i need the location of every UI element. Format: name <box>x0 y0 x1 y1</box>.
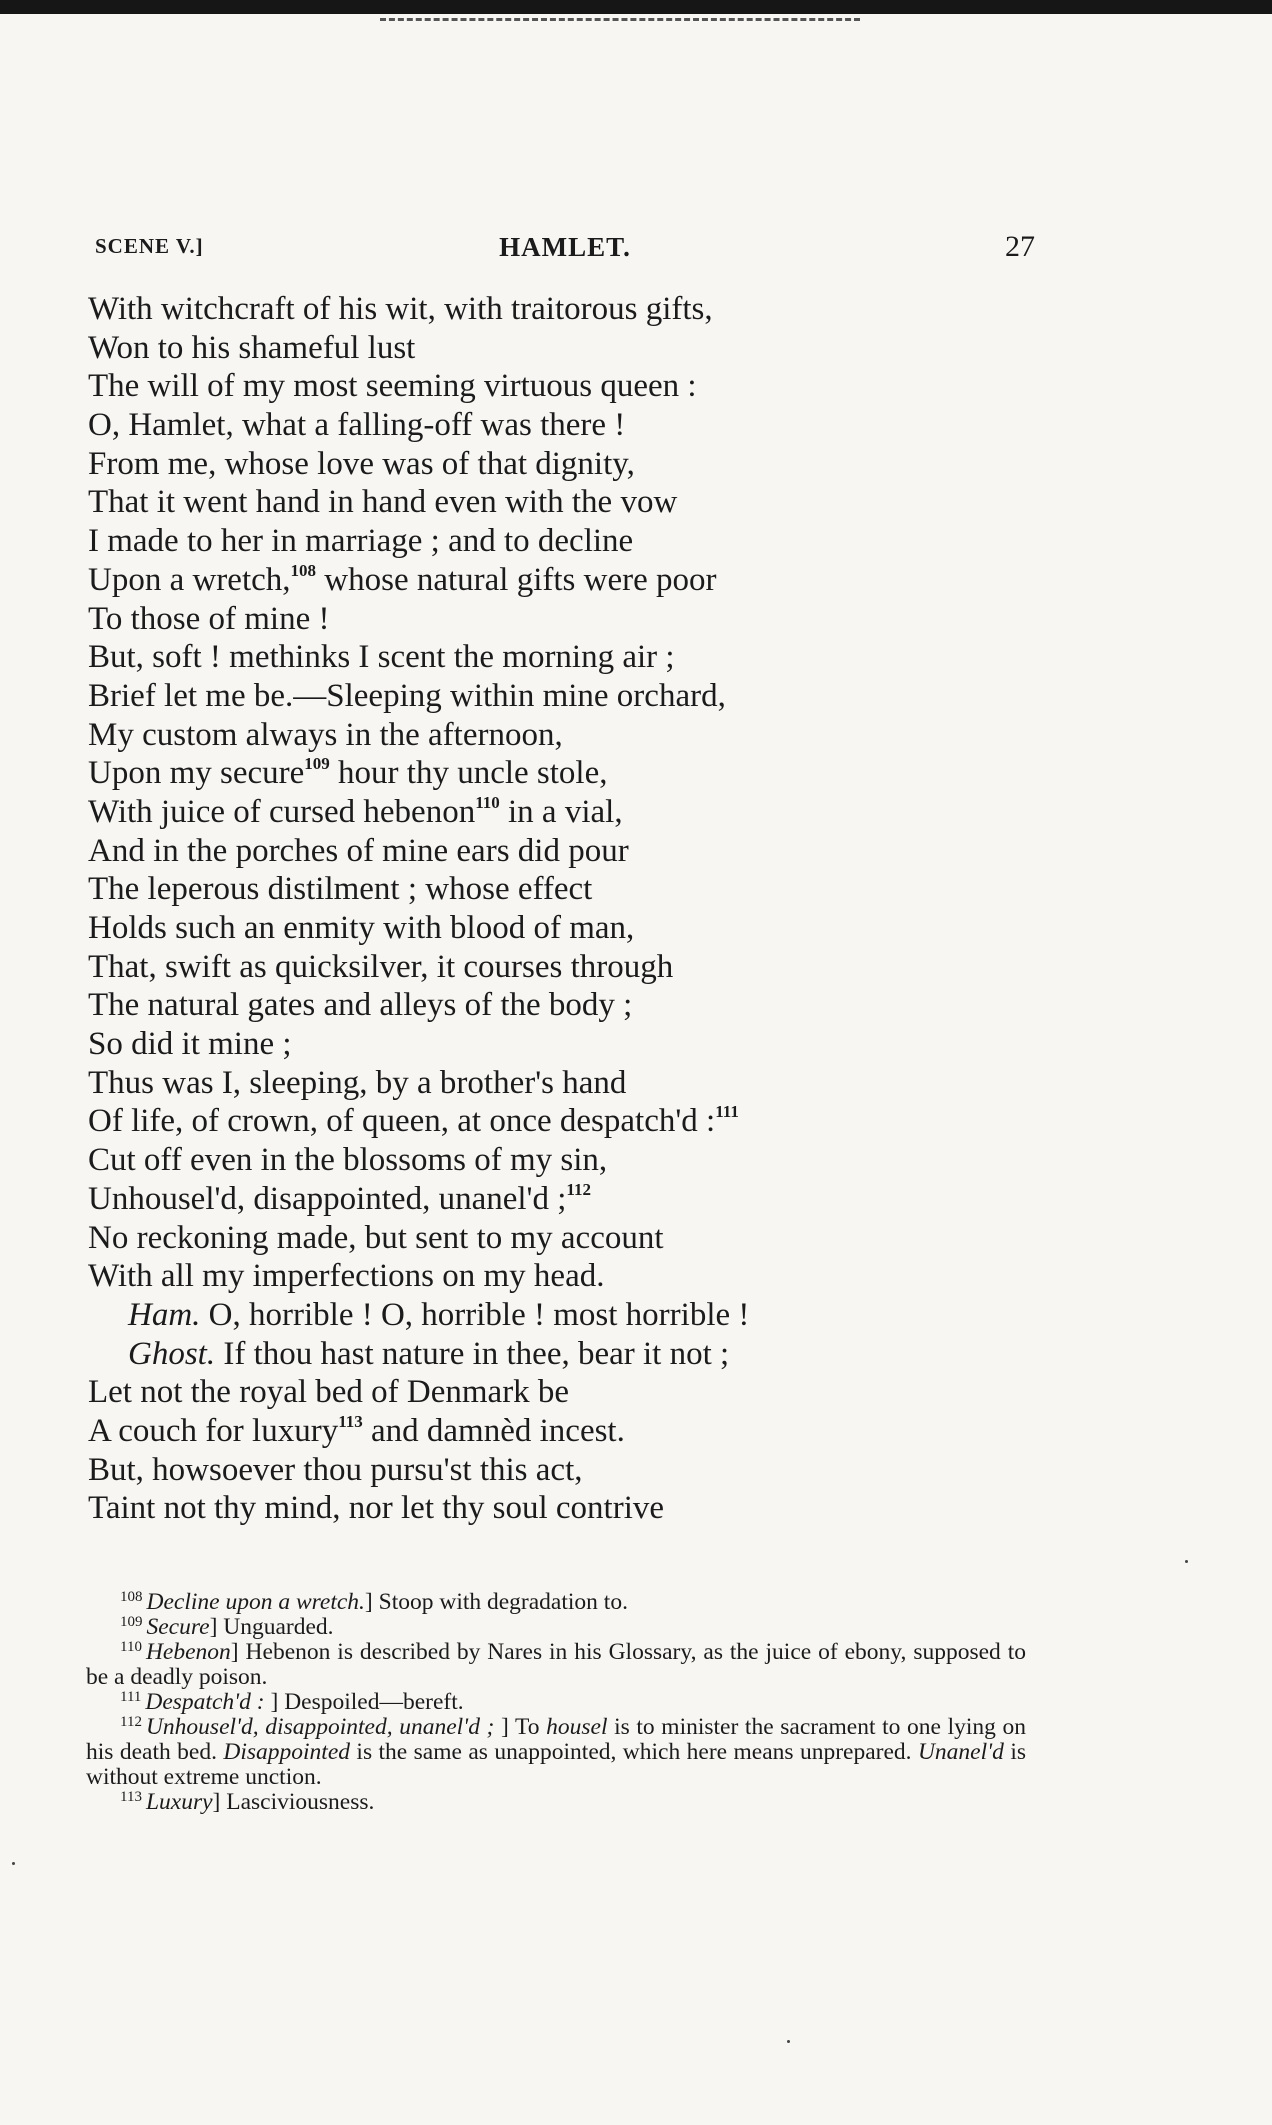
verse-line: That it went hand in hand even with the vow <box>88 484 678 521</box>
verse-line: Cut off even in the blossoms of my sin, <box>88 1142 608 1179</box>
verse-line: Brief let me be.—Sleeping within mine orchard, <box>88 677 726 714</box>
verse-line: So did it mine ; <box>88 1026 292 1063</box>
footnote-ref[interactable]: 111 <box>715 1102 739 1122</box>
footnote: $^{109}$ Secure] Unguarded. <box>120 1614 334 1640</box>
footnote-ref[interactable]: 109 <box>304 754 330 774</box>
scan-speck <box>787 2040 790 2043</box>
verse-line: Upon a wretch,$^{108}$ whose natural gifts were poor <box>88 560 717 598</box>
verse-line: But, soft ! methinks I scent the morning air ; <box>88 639 675 676</box>
verse-line: No reckoning made, but sent to my account <box>88 1219 664 1256</box>
verse-line: Let not the royal bed of Denmark be <box>88 1374 570 1411</box>
scan-speck <box>1185 1560 1188 1563</box>
footnote-ref[interactable]: 112 <box>566 1179 591 1199</box>
verse-line: That, swift as quicksilver, it courses through <box>88 948 674 985</box>
footnote: $^{108}$ Decline upon a wretch.] Stoop with degradation to. <box>120 1589 628 1615</box>
footnotes <box>86 1590 1026 1815</box>
verse-line: I made to her in marriage ; and to decline <box>88 523 634 560</box>
scan-top-artifact <box>380 18 860 25</box>
verse-line: Taint not thy mind, nor let thy soul contrive <box>88 1490 665 1527</box>
speech-line: Ghost. If thou hast nature in thee, bear it not ; <box>128 1335 730 1372</box>
verse-line: Won to his shameful lust <box>88 329 416 366</box>
verse-line: With witchcraft of his wit, with traitorous gifts, <box>88 291 713 327</box>
verse-line: O, Hamlet, what a falling-off was there ! <box>88 407 626 444</box>
footnote: $^{112}$ Unhousel'd, disappointed, unanel'd ; ] To housel is to minister the sacrament to one lying on his death bed. Disappointed is the same as unappointed, which here means unprepared. Unanel'd is without extreme unction. <box>86 1714 1027 1790</box>
verse-line: But, howsoever thou pursu'st this act, <box>88 1451 583 1488</box>
verse-line: Holds such an enmity with blood of man, <box>88 910 635 946</box>
verse-line: With all my imperfections on my head. <box>88 1258 605 1295</box>
speaker-name: Ghost. <box>128 1335 216 1372</box>
verse-line: My custom always in the afternoon, <box>88 716 563 753</box>
verse-line: And in the porches of mine ears did pour <box>88 832 629 869</box>
running-title: HAMLET. <box>499 232 631 262</box>
verse-line: From me, whose love was of that dignity, <box>88 445 635 482</box>
footnote: $^{110}$ Hebenon] Hebenon is described by Nares in his Glossary, as the juice of ebony, supposed to be a deadly poison. <box>86 1639 1026 1690</box>
footnote-ref[interactable]: 110 <box>475 792 500 812</box>
scan-speck <box>12 1862 15 1865</box>
verse-body <box>88 290 1188 1528</box>
page-header <box>95 228 1035 268</box>
footnote-ref[interactable]: 113 <box>338 1411 363 1431</box>
footnote: $^{111}$ Despatch'd : ] Despoiled—bereft. <box>120 1689 464 1715</box>
speaker-name: Ham. <box>128 1296 201 1333</box>
verse-line: The leperous distilment ; whose effect <box>88 871 593 908</box>
verse-line: Of life, of crown, of queen, at once despatch'd :$^{111}$ <box>88 1102 739 1140</box>
verse-line: A couch for luxury$^{113}$ and damnèd incest. <box>88 1411 625 1449</box>
footnote: $^{113}$ Luxury] Lasciviousness. <box>120 1789 375 1815</box>
verse-line: To those of mine ! <box>88 600 330 637</box>
speech-line: Ham. O, horrible ! O, horrible ! most horrible ! <box>128 1296 750 1333</box>
verse-line: The will of my most seeming virtuous queen : <box>88 368 697 405</box>
verse-line: With juice of cursed hebenon$^{110}$ in a vial, <box>88 792 623 830</box>
scene-label: SCENE V.] <box>95 234 204 258</box>
verse-line: The natural gates and alleys of the body ; <box>88 987 633 1024</box>
scan-top-edge <box>0 0 1272 14</box>
verse-line: Thus was I, sleeping, by a brother's hand <box>88 1064 627 1101</box>
verse-line: Unhousel'd, disappointed, unanel'd ;$^{112}$ <box>88 1179 591 1217</box>
verse-line: Upon my secure$^{109}$ hour thy uncle stole, <box>88 754 608 792</box>
page-number: 27 <box>1005 230 1035 263</box>
footnote-ref[interactable]: 108 <box>290 560 317 580</box>
